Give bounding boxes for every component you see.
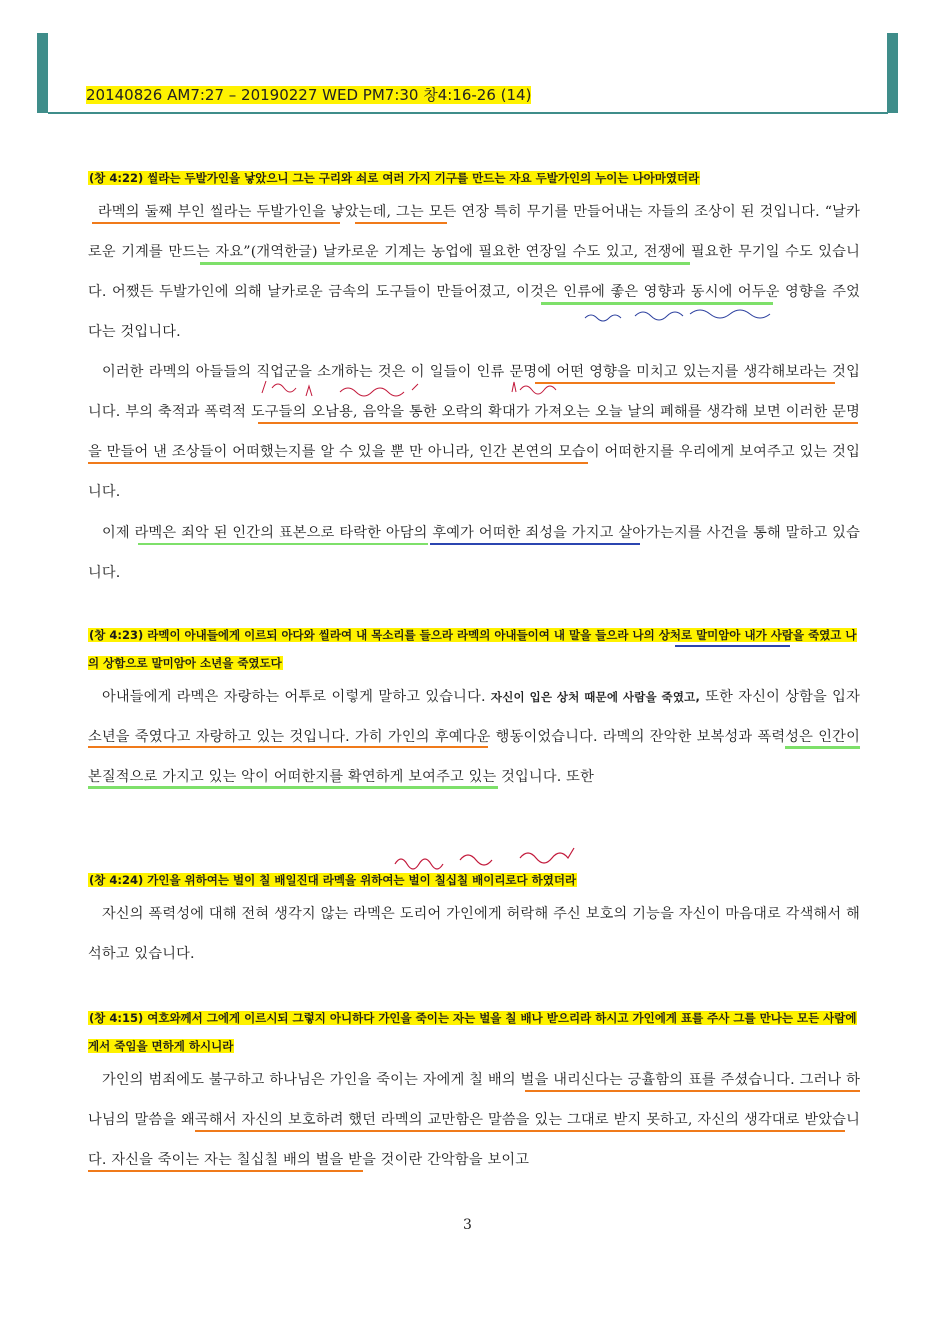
paragraph-4 — [88, 677, 860, 797]
page-header-title: 20140826 AM7:27 – 20190227 WED PM7:30 창4:16-26 (14) — [86, 86, 532, 104]
paragraph-4-part-c: 또한 자신이 상함을 입자 소년을 죽였다고 자랑하고 있는 것입니다. 가히 가인의 후예다운 행동이었습니다. 라멕의 잔악한 보복성과 폭력성은 인간이 본질적으로 가지고 있는 악이 어떠한지를 확연하게 보여주고 있는 것입니다. 또한 — [88, 689, 860, 785]
verse-4-23 — [88, 621, 860, 677]
header-rule — [48, 112, 888, 114]
right-binder-bar — [887, 33, 898, 113]
verse-4-24 — [88, 866, 860, 894]
verse-4-24-text: (창 4:24) 가인을 위하여는 벌이 칠 배일진대 라멕을 위하여는 벌이 칠십칠 배이리로다 하였더라 — [89, 873, 577, 887]
verse-4-22 — [88, 164, 860, 192]
paragraph-2: 이러한 라멕의 아들들의 직업군을 소개하는 것은 이 일들이 인류 문명에 어떤 영향을 미치고 있는지를 생각해보라는 것입니다. 부의 축적과 폭력적 도구들의 오남용, 음악을 통한 오락의 확대가 가져오는 오늘 날의 폐해를 생각해 보면 이러한 문명을 만들어 낸 조상들이 어떠했는지를 알 수 있을 뿐 만 아니라, 인간 본연의 모습이 어떠한지를 우리에게 보여주고 있는 것입니다. — [88, 364, 860, 500]
paragraph-3: 이제 라멕은 죄악 된 인간의 표본으로 타락한 아담의 후예가 어떠한 죄성을 가지고 살아가는지를 사건을 통해 말하고 있습니다. — [88, 525, 860, 581]
verse-4-15 — [88, 1004, 860, 1060]
verse-4-15-text: (창 4:15) 여호와께서 그에게 이르시되 그렇지 아니하다 가인을 죽이는 자는 벌을 칠 배나 받으리라 하시고 가인에게 표를 주사 그를 만나는 모든 사람에게서 죽임을 면하게 하시니라 — [88, 1011, 857, 1053]
verse-4-23-text: (창 4:23) 라멕이 아내들에게 이르되 아다와 씰라여 내 목소리를 들으라 라멕의 아내들이여 내 말을 들으라 나의 상처로 말미암아 내가 사람을 죽였고 나의 상함으로 말미암아 소년을 죽였도다 — [88, 628, 857, 670]
paragraph-1: 라멕의 둘째 부인 씰라는 두발가인을 낳았는데, 그는 모든 연장 특히 무기를 만들어내는 자들의 조상이 된 것입니다. “날카로운 기계를 만드는 자요”(개역한글) 날카로운 기계는 농업에 필요한 연장일 수도 있고, 전쟁에 필요한 무기일 수도 있습니다. 어쨌든 두발가인에 의해 날카로운 금속의 도구들이 만들어졌고, 이것은 인류에 좋은 영향과 동시에 어두운 영향을 주었다는 것입니다. — [88, 204, 860, 340]
paragraph-6: 가인의 범죄에도 불구하고 하나님은 가인을 죽이는 자에게 칠 배의 벌을 내리신다는 긍휼함의 표를 주셨습니다. 그러나 하나님의 말씀을 왜곡해서 자신의 보호하려 했던 라멕의 교만함은 말씀을 있는 그대로 받지 못하고, 자신의 생각대로 받았습니다. 자신을 죽이는 자는 칠십칠 배의 벌을 받을 것이란 간악함을 보이고 — [88, 1072, 860, 1168]
paragraph-5: 자신의 폭력성에 대해 전혀 생각지 않는 라멕은 도리어 가인에게 허락해 주신 보호의 기능을 자신이 마음대로 각색해서 해석하고 있습니다. — [88, 906, 860, 962]
page-number: 3 — [463, 1217, 472, 1233]
paragraph-4-part-a: 아내들에게 라멕은 자랑하는 어투로 이렇게 말하고 있습니다. — [102, 689, 491, 705]
left-binder-bar — [37, 33, 48, 113]
verse-4-22-text: (창 4:22) 씰라는 두발가인을 낳았으니 그는 구리와 쇠로 여러 가지 기구를 만드는 자요 두발가인의 누이는 나아마였더라 — [89, 171, 700, 185]
paragraph-4-bold-quote: 자신이 입은 상처 때문에 사람을 죽였고, — [490, 690, 701, 704]
